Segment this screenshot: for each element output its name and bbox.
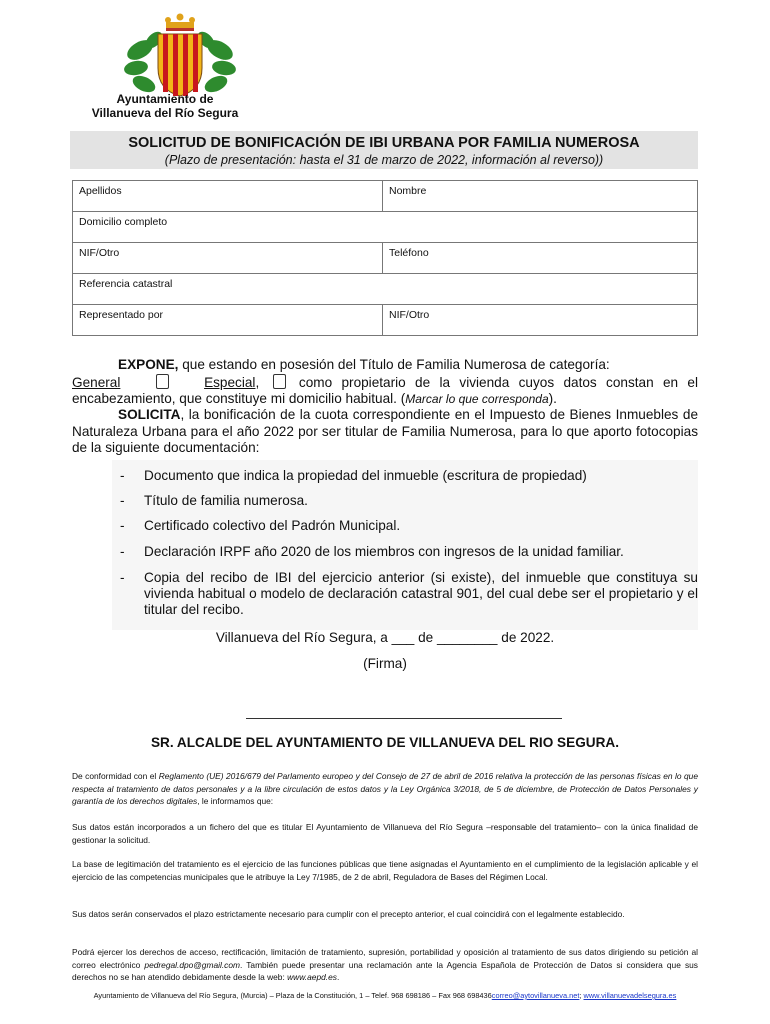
nif-label: NIF/Otro [79,247,120,259]
signature-label: (Firma) [363,656,407,671]
shield-icon [158,34,202,96]
crown-icon [165,14,195,32]
document-subtitle: (Plazo de presentación: hasta el 31 de marzo de 2022, información al reverso)) [164,153,604,167]
addressee: SR. ALCALDE DEL AYUNTAMIENTO DE VILLANUEVA DEL RIO SEGURA. [150,735,619,750]
signature-line [246,718,562,719]
privacy-paragraph-3: La base de legitimación del tratamiento es el ejercicio de las funciones públicas que tiene asignadas el Ayuntamiento en el cumplimiento de la legislación aplicable y el ejercicio de las competencias municipales que le atribuye la Ley 7/1985, de 2 de abril, Reguladora de Bases del Régimen Local. [72,859,698,882]
footer-text: Ayuntamiento de Villanueva del Río Segura, (Murcia) – Plaza de la Constitución, 1 – Telef. 968 698186 – Fax 968 698436 [93,991,492,1000]
especial-option-label: Especial [204,374,256,390]
privacy-paragraph-5: Podrá ejercer los derechos de acceso, rectificación, limitación de tratamiento, supresión, portabilidad y oposición al tratamiento de sus datos dirigiendo su petición al correo electrónico pedregal.dpo@gmail.com. También puede presentar una reclamación ante la Agencia Española de Protección de Datos si considera que sus derechos no se han atendido debidamente desde la web: www.aepd.es. [72,947,698,983]
nif-rep-field[interactable] [383,305,698,336]
solicita-label: SOLICITA [118,407,181,422]
apellidos-field[interactable] [73,181,383,212]
footer-email-link[interactable]: correo@aytovillanueva.net [491,991,580,1000]
expone-label: EXPONE, [118,357,179,372]
general-checkbox[interactable] [156,374,169,389]
expone-paragraph: EXPONE, que estando en posesión del Título de Familia Numerosa de categoría: General Especial, como propietario de la vivienda cuyos datos constan en el encabezamiento, que constituye mi domicilio habitual. (Marcar lo que corresponda). [72,357,699,406]
footer: Ayuntamiento de Villanueva del Río Segura, (Murcia) – Plaza de la Constitución, 1 – Telef. 968 698186 – Fax 968 698436correo@aytovillanueva.net; www.villanuevadelsegura.es [93,991,677,1000]
document-title: SOLICITUD DE BONIFICACIÓN DE IBI URBANA POR FAMILIA NUMEROSA [128,135,640,151]
nombre-label: Nombre [389,185,427,197]
referencia-label: Referencia catastral [79,278,173,290]
domicilio-label: Domicilio completo [79,216,168,228]
representado-label: Representado por [79,309,164,321]
especial-checkbox[interactable] [273,374,286,389]
applicant-form [72,180,698,336]
domicilio-field[interactable] [73,212,698,243]
footer-web-link[interactable]: www.villanuevadelsegura.es [583,991,677,1000]
list-item: - Documento que indica la propiedad del inmueble (escritura de propiedad) [120,468,587,483]
list-item: - Declaración IRPF año 2020 de los miembros con ingresos de la unidad familiar. [120,544,624,559]
privacy-paragraph-2: Sus datos están incorporados a un fichero del que es titular El Ayuntamiento de Villanueva del Río Segura –responsable del tratamiento– con la única finalidad de gestionar la solicitud. [72,822,698,845]
telefono-field[interactable] [383,243,698,274]
list-item: - Título de familia numerosa. [120,493,308,508]
list-item: - Copia del recibo de IBI del ejercicio anterior (si existe), del inmueble que constituya su vivienda habitual o modelo de declaración catastral 901, del cual debe ser el propietario y el titular del recibo. [120,570,698,617]
place-date-line: Villanueva del Río Segura, a ___ de ________ de 2022. [215,630,555,645]
telefono-label: Teléfono [389,247,429,259]
nif-rep-label: NIF/Otro [389,309,430,321]
privacy-paragraph-4: Sus datos serán conservados el plazo estrictamente necesario para cumplir con el precepto anterior, el cual coincidirá con el legalmente establecido. [72,909,625,919]
nombre-field[interactable] [383,181,698,212]
org-name-line2: Villanueva del Río Segura [91,106,239,120]
nif-field[interactable] [73,243,383,274]
representado-field[interactable] [73,305,383,336]
general-option-label: General [72,374,121,390]
apellidos-label: Apellidos [79,185,122,197]
list-item: - Certificado colectivo del Padrón Municipal. [120,518,401,533]
org-name-line1: Ayuntamiento de [116,92,214,106]
solicita-paragraph: SOLICITA, la bonificación de la cuota correspondiente en el Impuesto de Bienes Inmuebles de Naturaleza Urbana para el año 2022 por ser titular de Familia Numerosa, para lo que aporto fotocopias de la siguiente documentación: [72,407,698,455]
referencia-field[interactable] [73,274,698,305]
privacy-paragraph-1: De conformidad con el Reglamento (UE) 2016/679 del Parlamento europeo y del Consejo de 27 de abril de 2016 relativa la protección de las personas físicas en lo que respecta al tratamiento de datos personales y a la libre circulación de estos datos y la Ley Orgánica 3/2018, de 5 de diciembre, de Protección de Datos Personales y garantía de los derechos digitales, le informamos que: [72,771,699,807]
